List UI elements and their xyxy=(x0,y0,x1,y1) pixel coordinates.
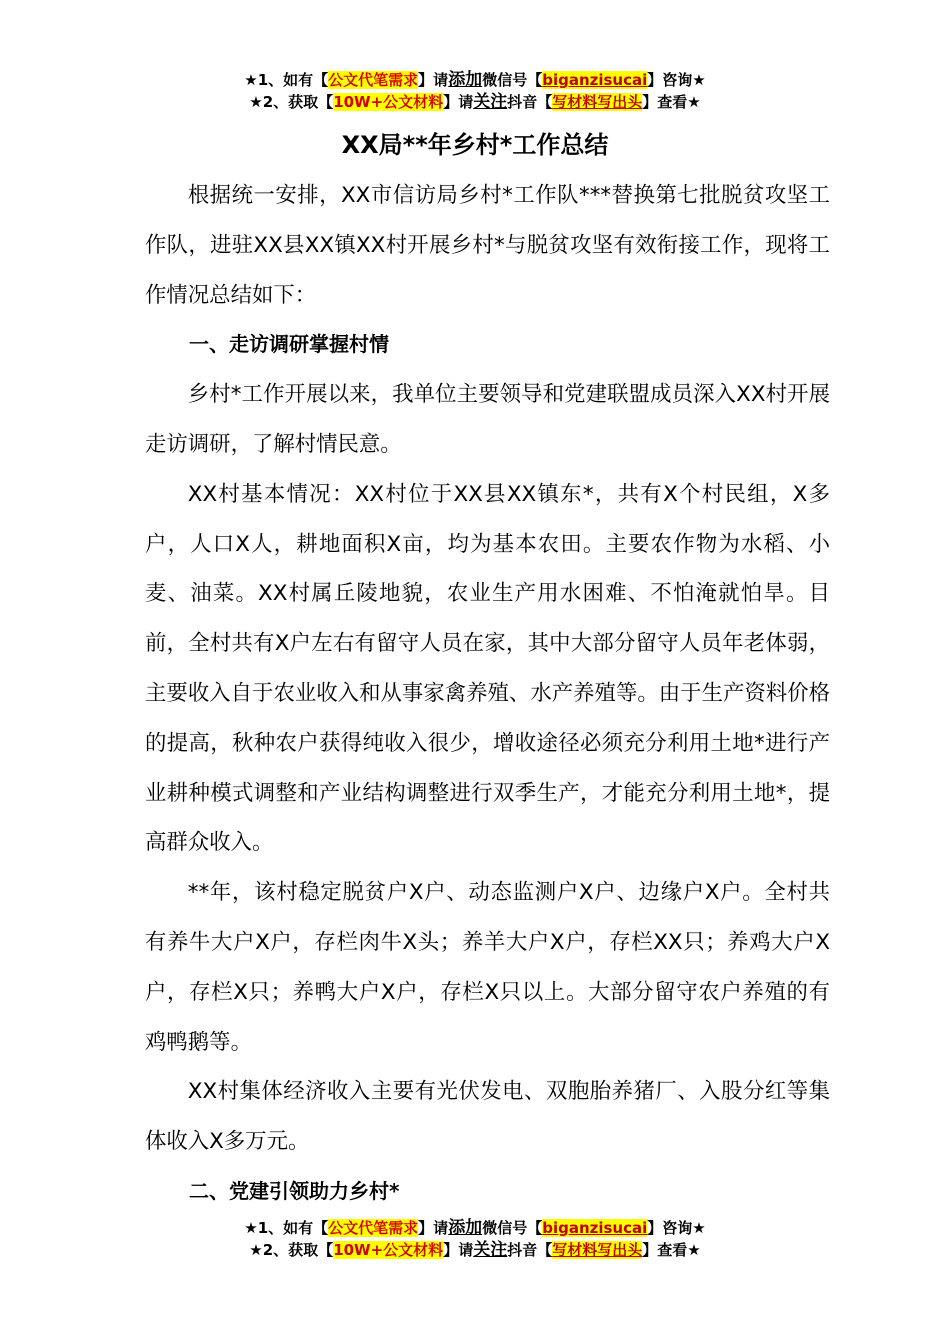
paragraph: XX村集体经济收入主要有光伏发电、双胞胎养猪厂、入股分红等集体收入X多万元。 xyxy=(145,1079,830,1155)
notice-text: 】查看★ xyxy=(642,93,701,111)
wechat-id: biganzisucai xyxy=(542,1219,648,1237)
paragraph: 根据统一安排，XX市信访局乡村*工作队***替换第七批脱贫攻坚工作队，进驻XX县XX镇XX村开展乡村*与脱贫攻坚有效衔接工作，现将工作情况总结如下： xyxy=(145,183,830,308)
notice-text: 】咨询★ xyxy=(647,1219,706,1237)
notice-highlight: 10W+公文材料 xyxy=(333,1241,444,1259)
notice-text: 微信号【 xyxy=(482,1219,543,1237)
notice-line-2 xyxy=(0,1239,950,1261)
section-heading: 二、党建引领助力乡村* xyxy=(189,1178,400,1203)
paragraph: **年，该村稳定脱贫户X户、动态监测户X户、边缘户X户。全村共有养牛大户X户，存栏肉牛X头；养羊大户X户，存栏XX只；养鸡大户X户，存栏X只；养鸭大户X户，存栏X只以上。大部分留守农户养殖的有鸡鸭鹅等。 xyxy=(145,880,830,1055)
bottom-notice xyxy=(0,1217,950,1261)
notice-emphasis: 关注 xyxy=(473,92,508,112)
notice-text: ★2、获取【 xyxy=(249,93,334,111)
notice-text: 】请 xyxy=(418,71,449,89)
notice-emphasis: 关注 xyxy=(473,1240,508,1260)
douyin-id: 写材料写出头 xyxy=(552,93,643,111)
douyin-id: 写材料写出头 xyxy=(552,1241,643,1259)
notice-emphasis: 添加 xyxy=(448,70,483,90)
notice-text: ★1、如有【 xyxy=(244,71,329,89)
notice-text: 】请 xyxy=(443,1241,474,1259)
notice-highlight: 10W+公文材料 xyxy=(333,93,444,111)
section-heading: 一、走访调研掌握村情 xyxy=(189,332,389,357)
document-title: XX局**年乡村*工作总结 xyxy=(341,131,609,159)
document-body xyxy=(145,171,830,1217)
paragraph: 乡村*工作开展以来，我单位主要领导和党建联盟成员深入XX村开展走访调研，了解村情民意。 xyxy=(145,382,830,457)
notice-text: 抖音【 xyxy=(507,93,553,111)
notice-text: 】请 xyxy=(418,1219,449,1237)
notice-text: ★2、获取【 xyxy=(249,1241,334,1259)
notice-text: ★1、如有【 xyxy=(244,1219,329,1237)
wechat-id: biganzisucai xyxy=(542,71,648,89)
notice-line-1 xyxy=(0,69,950,91)
notice-line-2 xyxy=(0,91,950,113)
notice-text: 】请 xyxy=(443,93,474,111)
notice-text: 】咨询★ xyxy=(647,71,706,89)
notice-line-1 xyxy=(0,1217,950,1239)
paragraph: XX村基本情况：XX村位于XX县XX镇东*，共有X个村民组，X多户，人口X人，耕地面积X亩，均为基本农田。主要农作物为水稻、小麦、油菜。XX村属丘陵地貌，农业生产用水困难、不怕淹就怕旱。目前，全村共有X户左右有留守人员在家，其中大部分留守人员年老体弱，主要收入自于农业收入和从事家禽养殖、水产养殖等。由于生产资料价格的提高，秋种农户获得纯收入很少，增收途径必须充分利用土地*进行产业耕种模式调整和产业结构调整进行双季生产，才能充分利用土地*，提高群众收入。 xyxy=(145,481,830,856)
notice-highlight: 公文代笔需求 xyxy=(328,71,419,89)
notice-text: 微信号【 xyxy=(482,71,543,89)
notice-text: 】查看★ xyxy=(642,1241,701,1259)
notice-emphasis: 添加 xyxy=(448,1218,483,1238)
notice-highlight: 公文代笔需求 xyxy=(328,1219,419,1237)
notice-text: 抖音【 xyxy=(507,1241,553,1259)
top-notice xyxy=(0,69,950,113)
